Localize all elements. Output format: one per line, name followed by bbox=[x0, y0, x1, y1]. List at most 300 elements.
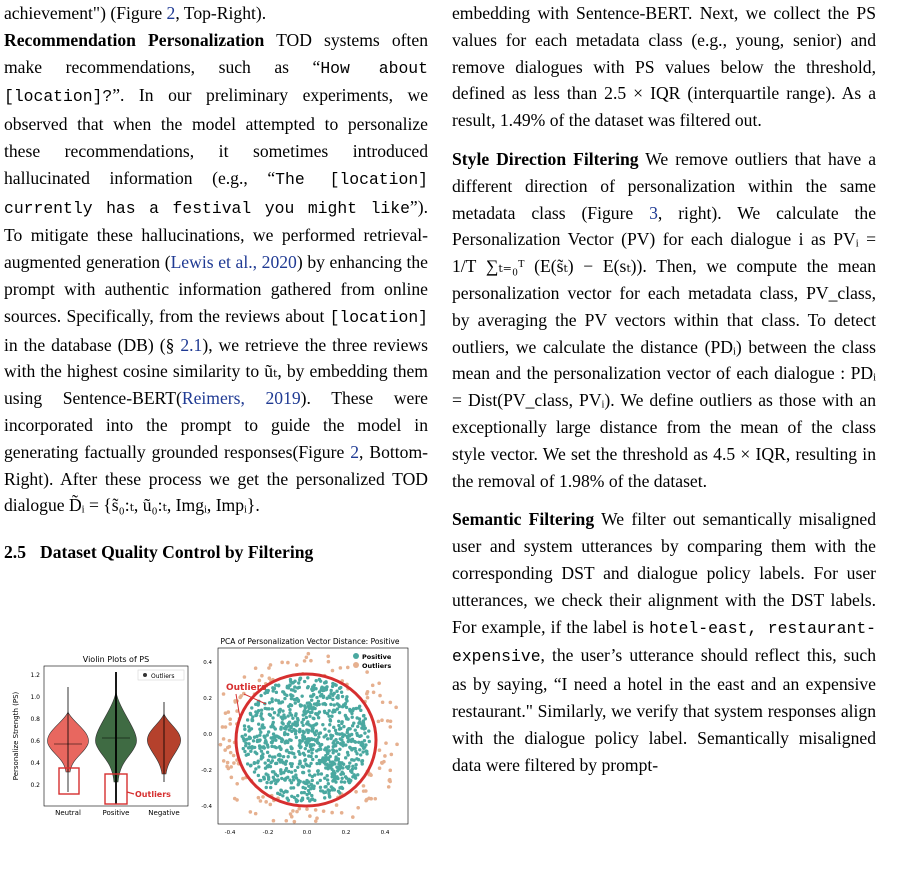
positive-point bbox=[303, 791, 306, 794]
svg-text:-0.2: -0.2 bbox=[201, 768, 212, 774]
positive-point bbox=[341, 787, 344, 790]
outlier-point bbox=[371, 684, 375, 688]
positive-point bbox=[311, 685, 314, 688]
outlier-point bbox=[330, 811, 334, 815]
positive-point bbox=[318, 678, 321, 681]
outlier-point bbox=[223, 748, 227, 752]
positive-point bbox=[333, 683, 336, 686]
positive-point bbox=[257, 774, 260, 777]
positive-point bbox=[259, 731, 262, 734]
positive-point bbox=[338, 748, 341, 751]
positive-point bbox=[313, 773, 316, 776]
paragraph-recommendation: Recommendation Personalization TOD systems often make recommendations, such as “How about [location]?”. In our preliminary experiments, we observed that when the model attempted to personalize these recommendations, it sometimes introduced hallucinated information (e.g., “The [location] currently has a festival you might like”). To mitigate these hallucinations, we performed retrieval-augmented generation (Lewis et al., 2020) by enhancing the prompt with authentic information gathered from online sources. Specifically, from the reviews about [location] in the database (DB) (§ 2.1), we retrieve the three reviews with the highest cosine similarity to ũₜ, by embedding them using Sentence-BERT(Reimers, 2019). These were incorporated into the prompt to guide the model in generating factually grounded responses(Figure 2, Bottom-Right). After these process we get the personalized TOD dialogue D̃ᵢ = {s̃₀:ₜ, ũ₀:ₜ, Imgᵢ, Impᵢ}. bbox=[4, 29, 428, 516]
outlier-point bbox=[307, 652, 311, 656]
positive-point bbox=[357, 758, 360, 761]
outlier-point bbox=[373, 797, 377, 801]
positive-point bbox=[317, 772, 320, 775]
positive-point bbox=[307, 750, 310, 753]
positive-point bbox=[329, 718, 332, 721]
positive-point bbox=[319, 748, 322, 751]
violin-plot bbox=[12, 655, 188, 817]
positive-point bbox=[249, 750, 252, 753]
positive-point bbox=[324, 680, 327, 683]
positive-point bbox=[268, 701, 271, 704]
positive-point bbox=[326, 778, 329, 781]
positive-point bbox=[334, 738, 337, 741]
positive-point bbox=[339, 742, 342, 745]
positive-point bbox=[247, 737, 250, 740]
outlier-point bbox=[305, 807, 309, 811]
positive-point bbox=[271, 686, 274, 689]
positive-point bbox=[273, 755, 276, 758]
outlier-point bbox=[331, 669, 335, 673]
svg-text:-0.2: -0.2 bbox=[262, 830, 274, 836]
positive-point bbox=[283, 692, 286, 695]
figure-svg bbox=[4, 632, 424, 872]
outlier-point bbox=[261, 795, 265, 799]
positive-point bbox=[321, 702, 324, 705]
positive-point bbox=[257, 765, 260, 768]
outlier-point bbox=[362, 789, 366, 793]
positive-point bbox=[274, 683, 277, 686]
positive-point bbox=[257, 709, 260, 712]
positive-point bbox=[336, 777, 339, 780]
positive-point bbox=[338, 687, 341, 690]
positive-point bbox=[262, 726, 265, 729]
positive-point bbox=[296, 718, 299, 721]
positive-point bbox=[269, 736, 272, 739]
positive-point bbox=[288, 711, 291, 714]
violin-ylabel: Personalize Strength (PS) bbox=[12, 691, 20, 781]
positive-point bbox=[320, 772, 323, 775]
positive-point bbox=[306, 676, 309, 679]
positive-point bbox=[315, 762, 318, 765]
positive-point bbox=[345, 777, 348, 780]
positive-point bbox=[296, 783, 299, 786]
positive-point bbox=[287, 799, 290, 802]
figure-ref[interactable]: 3 bbox=[649, 202, 658, 223]
positive-point bbox=[264, 767, 267, 770]
positive-point bbox=[338, 705, 341, 708]
positive-point bbox=[345, 699, 348, 702]
positive-point bbox=[358, 748, 361, 751]
positive-point bbox=[317, 742, 320, 745]
positive-point bbox=[274, 782, 277, 785]
outlier-point bbox=[362, 784, 366, 788]
positive-point bbox=[288, 708, 291, 711]
svg-text:0.0: 0.0 bbox=[203, 732, 212, 738]
positive-point bbox=[348, 727, 351, 730]
figure-ref[interactable]: 2 bbox=[350, 441, 359, 462]
positive-point bbox=[343, 780, 346, 783]
positive-point bbox=[242, 739, 245, 742]
positive-point bbox=[278, 736, 281, 739]
positive-point bbox=[261, 756, 264, 759]
positive-point bbox=[310, 738, 313, 741]
positive-point bbox=[367, 729, 370, 732]
positive-point bbox=[338, 711, 341, 714]
outlier-point bbox=[377, 682, 381, 686]
positive-point bbox=[311, 694, 314, 697]
positive-point bbox=[305, 716, 308, 719]
positive-point bbox=[283, 732, 286, 735]
svg-text:0.0: 0.0 bbox=[302, 830, 312, 836]
positive-point bbox=[284, 727, 287, 730]
positive-point bbox=[289, 726, 292, 729]
positive-point bbox=[258, 728, 261, 731]
positive-point bbox=[350, 733, 353, 736]
positive-point bbox=[285, 790, 288, 793]
positive-point bbox=[258, 734, 261, 737]
positive-point bbox=[331, 710, 334, 713]
positive-point bbox=[267, 759, 270, 762]
positive-point bbox=[267, 707, 270, 710]
positive-point bbox=[300, 694, 303, 697]
positive-point bbox=[339, 773, 342, 776]
positive-point bbox=[253, 770, 256, 773]
positive-point bbox=[249, 764, 252, 767]
outlier-point bbox=[232, 761, 236, 765]
positive-point bbox=[279, 727, 282, 730]
positive-point bbox=[361, 762, 364, 765]
positive-point bbox=[270, 741, 273, 744]
outlier-point bbox=[264, 800, 268, 804]
positive-point bbox=[331, 788, 334, 791]
positive-point bbox=[342, 703, 345, 706]
outlier-point bbox=[226, 761, 230, 765]
positive-point bbox=[310, 794, 313, 797]
outlier-point bbox=[377, 720, 381, 724]
positive-point bbox=[354, 740, 357, 743]
outlier-point bbox=[388, 778, 392, 782]
outlier-point bbox=[219, 743, 223, 747]
positive-point bbox=[299, 761, 302, 764]
outlier-point bbox=[339, 666, 343, 670]
outlier-point bbox=[222, 737, 226, 741]
positive-point bbox=[320, 693, 323, 696]
positive-point bbox=[296, 698, 299, 701]
outlier-point bbox=[232, 754, 236, 758]
positive-point bbox=[355, 732, 358, 735]
positive-point bbox=[243, 724, 246, 727]
positive-point bbox=[328, 794, 331, 797]
positive-point bbox=[328, 789, 331, 792]
pca-legend-outliers: Outliers bbox=[362, 662, 392, 670]
outlier-point bbox=[378, 748, 382, 752]
positive-point bbox=[279, 789, 282, 792]
outlier-point bbox=[389, 701, 393, 705]
outlier-point bbox=[267, 676, 271, 680]
positive-point bbox=[361, 759, 364, 762]
positive-point bbox=[319, 789, 322, 792]
positive-point bbox=[273, 736, 276, 739]
paragraph-ps-filter: embedding with Sentence-BERT. Next, we collect the PS values for each metadata class (e.g., young, senior) and remove dialogues with PS values below the threshold, defined as less than 2.5 × IQR (interquartile range). As a result, 1.49% of the dataset was filtered out. bbox=[452, 3, 876, 131]
positive-point bbox=[266, 733, 269, 736]
positive-point bbox=[307, 780, 310, 783]
outlier-point bbox=[297, 807, 301, 811]
positive-point bbox=[294, 732, 297, 735]
positive-point bbox=[325, 685, 328, 688]
positive-point bbox=[301, 771, 304, 774]
positive-point bbox=[350, 748, 353, 751]
positive-point bbox=[307, 685, 310, 688]
positive-point bbox=[301, 724, 304, 727]
positive-point bbox=[245, 753, 248, 756]
svg-text:-0.4: -0.4 bbox=[201, 804, 212, 810]
outlier-point bbox=[356, 806, 360, 810]
positive-point bbox=[287, 722, 290, 725]
citation-lewis[interactable]: Lewis et al., 2020 bbox=[170, 252, 297, 273]
positive-point bbox=[293, 685, 296, 688]
positive-point bbox=[294, 769, 297, 772]
positive-point bbox=[361, 750, 364, 753]
svg-text:0.2: 0.2 bbox=[203, 696, 212, 702]
outlier-point bbox=[241, 777, 245, 781]
violin-title: Violin Plots of PS bbox=[82, 655, 150, 664]
positive-point bbox=[321, 756, 324, 759]
positive-point bbox=[286, 776, 289, 779]
positive-point bbox=[271, 707, 274, 710]
positive-point bbox=[363, 731, 366, 734]
positive-point bbox=[280, 715, 283, 718]
positive-point bbox=[303, 680, 306, 683]
positive-point bbox=[265, 781, 268, 784]
positive-point bbox=[315, 755, 318, 758]
positive-point bbox=[357, 741, 360, 744]
positive-point bbox=[298, 677, 301, 680]
positive-point bbox=[294, 712, 297, 715]
positive-point bbox=[298, 730, 301, 733]
positive-point bbox=[258, 744, 261, 747]
outlier-point bbox=[327, 660, 331, 664]
positive-point bbox=[259, 694, 262, 697]
outlier-point bbox=[346, 666, 350, 670]
outlier-point bbox=[284, 819, 288, 823]
positive-point bbox=[292, 778, 295, 781]
positive-point bbox=[309, 724, 312, 727]
positive-point bbox=[324, 785, 327, 788]
paragraph-heading: Style Direction Filtering bbox=[452, 148, 639, 169]
outlier-point bbox=[272, 819, 276, 823]
positive-point bbox=[330, 736, 333, 739]
positive-point bbox=[340, 777, 343, 780]
positive-point bbox=[340, 780, 343, 783]
positive-point bbox=[254, 751, 257, 754]
positive-point bbox=[329, 692, 332, 695]
outlier-point bbox=[228, 739, 232, 743]
positive-point bbox=[316, 781, 319, 784]
positive-point bbox=[351, 715, 354, 718]
positive-point bbox=[288, 751, 291, 754]
positive-point bbox=[329, 766, 332, 769]
svg-text:0.2: 0.2 bbox=[341, 830, 351, 836]
positive-point bbox=[285, 760, 288, 763]
pca-outlier-label: Outliers bbox=[226, 683, 267, 693]
positive-point bbox=[318, 690, 321, 693]
positive-point bbox=[280, 777, 283, 780]
positive-point bbox=[253, 761, 256, 764]
positive-point bbox=[345, 716, 348, 719]
positive-point bbox=[327, 729, 330, 732]
positive-point bbox=[306, 741, 309, 744]
positive-point bbox=[278, 746, 281, 749]
outlier-point bbox=[380, 761, 384, 765]
positive-point bbox=[260, 749, 263, 752]
positive-point bbox=[368, 740, 371, 743]
positive-point bbox=[294, 773, 297, 776]
ytick: 0.6 bbox=[30, 738, 40, 745]
positive-point bbox=[305, 728, 308, 731]
positive-point bbox=[360, 722, 363, 725]
positive-point bbox=[311, 797, 314, 800]
positive-point bbox=[302, 781, 305, 784]
positive-point bbox=[314, 712, 317, 715]
positive-point bbox=[329, 689, 332, 692]
positive-point bbox=[342, 725, 345, 728]
outlier-point bbox=[291, 809, 295, 813]
positive-point bbox=[364, 743, 367, 746]
positive-point bbox=[246, 718, 249, 721]
positive-point bbox=[248, 728, 251, 731]
positive-point bbox=[327, 709, 330, 712]
positive-point bbox=[266, 751, 269, 754]
positive-point bbox=[321, 689, 324, 692]
outlier-point bbox=[260, 674, 264, 678]
positive-point bbox=[292, 681, 295, 684]
outlier-point bbox=[226, 746, 230, 750]
positive-point bbox=[275, 691, 278, 694]
positive-point bbox=[259, 779, 262, 782]
positive-point bbox=[349, 769, 352, 772]
ytick: 0.2 bbox=[30, 782, 40, 789]
positive-point bbox=[242, 747, 245, 750]
positive-point bbox=[261, 752, 264, 755]
right-column bbox=[452, 0, 876, 778]
outlier-point bbox=[381, 700, 385, 704]
positive-point bbox=[271, 759, 274, 762]
positive-point bbox=[248, 746, 251, 749]
positive-point bbox=[296, 723, 299, 726]
positive-point bbox=[249, 712, 252, 715]
positive-point bbox=[312, 743, 315, 746]
positive-point bbox=[289, 739, 292, 742]
positive-point bbox=[364, 749, 367, 752]
positive-point bbox=[326, 751, 329, 754]
figure-3 bbox=[4, 632, 424, 872]
outlier-point bbox=[308, 814, 312, 818]
positive-point bbox=[266, 773, 269, 776]
positive-point bbox=[247, 725, 250, 728]
outlier-point bbox=[394, 706, 398, 710]
positive-point bbox=[317, 735, 320, 738]
positive-point bbox=[333, 703, 336, 706]
pca-plot bbox=[201, 637, 408, 836]
paragraph-semantic-filter: Semantic Filtering We filter out semantically misaligned user and system utterances by comparing them with the corresponding DST and dialogue policy labels. For user utterances, we check their alignment with the DST labels. For example, if the label is hotel-east, restaurant-expensive, the user’s utterance should reflect this, such as by saying, “I need a hotel in the east and an expensive restaurant." Similarly, we verify that system responses align with the dialogue policy label. Semantically misaligned data were filtered by prompt- bbox=[452, 509, 876, 775]
citation-reimers[interactable]: Reimers, 2019 bbox=[181, 388, 301, 409]
positive-point bbox=[289, 703, 292, 706]
ytick: 0.4 bbox=[30, 760, 40, 767]
outlier-point bbox=[230, 776, 234, 780]
positive-point bbox=[348, 708, 351, 711]
outlier-point bbox=[259, 799, 263, 803]
positive-point bbox=[312, 785, 315, 788]
positive-point bbox=[303, 704, 306, 707]
outlier-point bbox=[280, 661, 284, 665]
positive-point bbox=[337, 720, 340, 723]
positive-point bbox=[348, 761, 351, 764]
positive-point bbox=[306, 797, 309, 800]
outlier-point bbox=[222, 759, 226, 763]
positive-point bbox=[304, 747, 307, 750]
positive-point bbox=[273, 711, 276, 714]
positive-point bbox=[310, 751, 313, 754]
positive-point bbox=[250, 706, 253, 709]
positive-point bbox=[299, 704, 302, 707]
positive-point bbox=[310, 698, 313, 701]
positive-point bbox=[332, 770, 335, 773]
positive-point bbox=[281, 700, 284, 703]
left-column bbox=[4, 0, 428, 566]
figure-ref[interactable]: 2 bbox=[166, 3, 176, 23]
outlier-point bbox=[351, 815, 355, 819]
positive-point bbox=[327, 782, 330, 785]
positive-point bbox=[338, 761, 341, 764]
positive-point bbox=[260, 709, 263, 712]
positive-point bbox=[283, 741, 286, 744]
positive-point bbox=[335, 732, 338, 735]
positive-point bbox=[269, 725, 272, 728]
positive-point bbox=[284, 769, 287, 772]
positive-point bbox=[358, 717, 361, 720]
positive-point bbox=[256, 761, 259, 764]
positive-point bbox=[272, 732, 275, 735]
positive-point bbox=[267, 778, 270, 781]
outlier-point bbox=[222, 692, 226, 696]
positive-point bbox=[243, 750, 246, 753]
positive-point bbox=[262, 746, 265, 749]
outlier-point bbox=[293, 820, 297, 824]
outlier-point bbox=[290, 815, 294, 819]
positive-point bbox=[307, 754, 310, 757]
positive-point bbox=[323, 777, 326, 780]
positive-point bbox=[326, 774, 329, 777]
positive-point bbox=[263, 777, 266, 780]
positive-point bbox=[277, 778, 280, 781]
positive-point bbox=[296, 766, 299, 769]
positive-point bbox=[359, 743, 362, 746]
positive-point bbox=[305, 793, 308, 796]
positive-point bbox=[323, 796, 326, 799]
positive-point bbox=[324, 734, 327, 737]
positive-point bbox=[327, 745, 330, 748]
positive-point bbox=[337, 790, 340, 793]
positive-point bbox=[277, 753, 280, 756]
positive-point bbox=[358, 735, 361, 738]
positive-point bbox=[268, 754, 271, 757]
positive-point bbox=[321, 723, 324, 726]
positive-point bbox=[311, 758, 314, 761]
positive-point bbox=[271, 716, 274, 719]
outlier-point bbox=[224, 711, 228, 715]
positive-point bbox=[295, 799, 298, 802]
outlier-point bbox=[267, 666, 271, 670]
svg-text:-0.4: -0.4 bbox=[224, 830, 236, 836]
positive-point bbox=[320, 743, 323, 746]
positive-point bbox=[347, 765, 350, 768]
positive-point bbox=[271, 689, 274, 692]
section-ref[interactable]: 2.1 bbox=[180, 334, 203, 355]
positive-point bbox=[240, 735, 243, 738]
